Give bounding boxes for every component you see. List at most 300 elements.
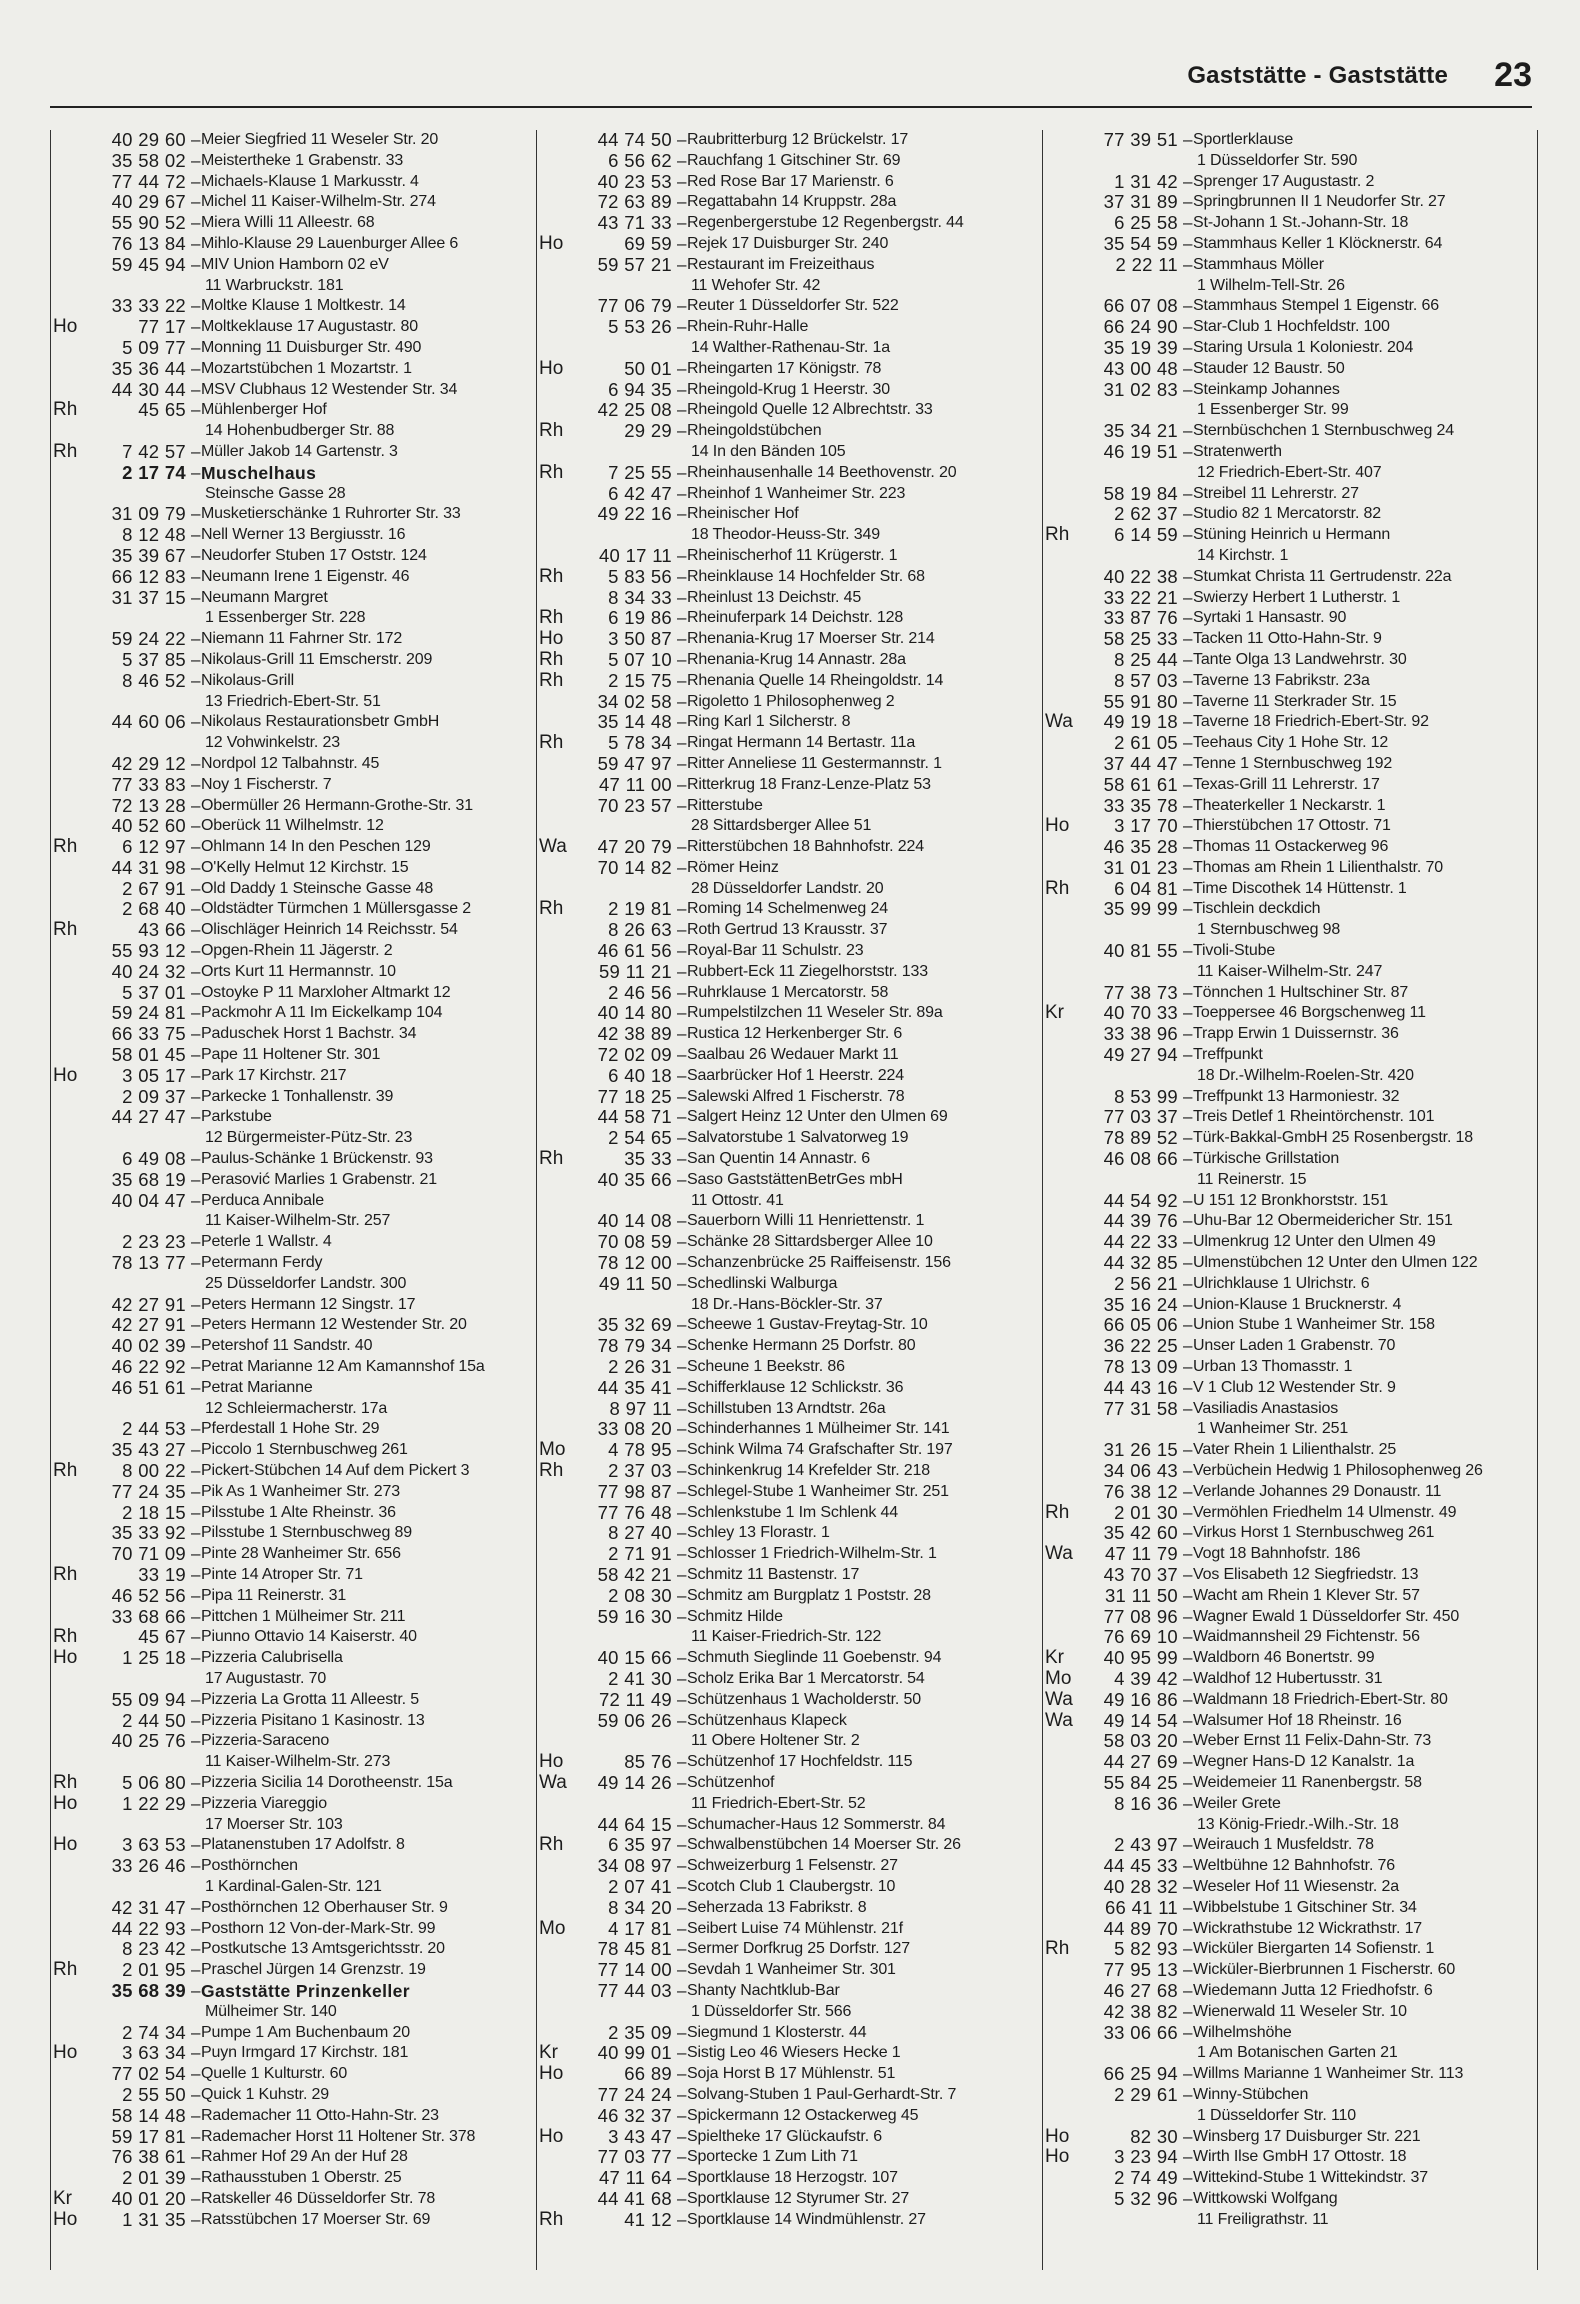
listing-entry [1043, 1024, 1513, 1045]
entry-dash: – [1183, 1003, 1193, 1023]
phone-number: 44 58 71 [597, 1106, 672, 1128]
phone-number: 6 94 35 [608, 378, 672, 400]
entry-dash: – [1183, 733, 1193, 753]
listing-entry [537, 1232, 1007, 1253]
listing-entry [537, 1087, 1007, 1108]
entry-dash: – [191, 1627, 201, 1647]
listing-entry [537, 2085, 1007, 2106]
entry-name: Rathausstuben 1 Oberstr. 25 [201, 2169, 402, 2187]
listing-entry [1043, 1440, 1513, 1461]
phone-number: 8 97 11 [609, 1397, 672, 1419]
listing-entry [1043, 837, 1513, 858]
entry-dash: – [677, 358, 687, 378]
entry-name: Waidmannsheil 29 Fichtenstr. 56 [1193, 1628, 1420, 1646]
phone-number: 1 31 42 [1114, 170, 1178, 192]
phone-number: 40 02 39 [111, 1335, 186, 1357]
district-code: Mo [1045, 1667, 1072, 1689]
entry-dash: – [1183, 1502, 1193, 1522]
entry-dash: – [191, 1024, 201, 1044]
phone-number: 78 79 34 [597, 1335, 672, 1357]
phone-number: 82 30 [1130, 2125, 1178, 2147]
entry-name: Vogt 18 Bahnhofstr. 186 [1193, 1545, 1361, 1563]
entry-name: Stauder 12 Baustr. 50 [1193, 359, 1345, 377]
entry-name: Monning 11 Duisburger Str. 490 [201, 338, 422, 356]
listing-entry [537, 692, 1007, 713]
entry-dash: – [677, 1648, 687, 1668]
district-code: Ho [53, 1647, 78, 1669]
entry-name: Rhein-Ruhr-Halle [687, 318, 809, 336]
listing-entry [51, 1960, 521, 1981]
phone-number: 40 15 66 [597, 1647, 672, 1669]
entry-name: Römer Heinz [687, 858, 779, 876]
entry-dash: – [1183, 483, 1193, 503]
district-code: Rh [539, 898, 564, 920]
entry-dash: – [1183, 441, 1193, 461]
entry-address: 14 Hohenbudberger Str. 88 [205, 422, 395, 440]
entry-name: Taverne 13 Fabrikstr. 23a [1193, 671, 1370, 689]
listing-entry [51, 754, 521, 775]
entry-name: Swierzy Herbert 1 Lutherstr. 1 [1193, 588, 1401, 606]
district-code: Ho [53, 1834, 78, 1856]
entry-dash: – [1183, 1253, 1193, 1273]
entry-name: Rheinischer Hof [687, 505, 799, 523]
phone-number: 46 35 28 [1103, 836, 1178, 858]
phone-number: 2 74 34 [122, 2021, 186, 2043]
entry-address: 11 Freiligrathstr. 11 [1197, 2210, 1329, 2228]
entry-name: Weiler Grete [1193, 1794, 1281, 1812]
entry-name: Salewski Alfred 1 Fischerstr. 78 [687, 1087, 905, 1105]
listing-entry [51, 1794, 521, 1815]
entry-address: 12 Friedrich-Ebert-Str. 407 [1197, 463, 1382, 481]
entry-name: Weidemeier 11 Ranenbergstr. 58 [1193, 1773, 1422, 1791]
entry-dash: – [677, 1107, 687, 1127]
phone-number: 49 11 50 [598, 1272, 672, 1294]
entry-name: San Quentin 14 Annastr. 6 [687, 1150, 871, 1168]
listing-entry [1043, 796, 1513, 817]
entry-dash: – [677, 1232, 687, 1252]
listing-entry [51, 1586, 521, 1607]
entry-dash: – [677, 857, 687, 877]
listing-column-1 [50, 130, 521, 2270]
phone-number: 2 07 41 [608, 1875, 672, 1897]
phone-number: 8 12 48 [122, 524, 186, 546]
entry-dash: – [191, 441, 201, 461]
entry-name: Pilsstube 1 Alte Rheinstr. 36 [201, 1503, 396, 1521]
entry-address: 1 Am Botanischen Garten 21 [1197, 2044, 1398, 2062]
district-code: Rh [539, 1834, 564, 1856]
listing-entry [51, 1607, 521, 1628]
listing-entry [1043, 380, 1513, 401]
district-code: Mo [539, 1439, 566, 1461]
listing-continuation [1043, 920, 1513, 941]
listing-entry [51, 1919, 521, 1940]
entry-dash: – [1183, 1523, 1193, 1543]
listing-continuation [1043, 2043, 1513, 2064]
district-code: Ho [539, 628, 564, 650]
phone-number: 33 68 66 [111, 1605, 186, 1627]
phone-number: 2 15 75 [608, 669, 672, 691]
listing-continuation [51, 1877, 521, 1898]
listing-continuation [537, 1627, 1007, 1648]
entry-dash: – [191, 1107, 201, 1127]
district-code: Ho [1045, 2146, 1070, 2168]
phone-number: 78 12 00 [597, 1252, 672, 1274]
listing-entry [537, 1752, 1007, 1773]
phone-number: 72 13 28 [111, 794, 186, 816]
phone-number: 44 89 70 [1103, 1917, 1178, 1939]
entry-name: Thierstübchen 17 Ottostr. 71 [1193, 817, 1391, 835]
listing-entry [1043, 1087, 1513, 1108]
entry-name: Stumkat Christa 11 Gertrudenstr. 22a [1193, 567, 1452, 585]
entry-dash: – [1183, 566, 1193, 586]
entry-address: 1 Düsseldorfer Str. 590 [1197, 151, 1358, 169]
district-code: Wa [1045, 1688, 1073, 1710]
listing-entry [1043, 692, 1513, 713]
entry-dash: – [191, 961, 201, 981]
listing-entry [537, 1045, 1007, 1066]
listing-entry [537, 1440, 1007, 1461]
entry-dash: – [1183, 1606, 1193, 1626]
listing-continuation [537, 2002, 1007, 2023]
listing-entry [51, 671, 521, 692]
entry-name: Schwalbenstübchen 14 Moerser Str. 26 [687, 1836, 961, 1854]
listing-entry [51, 1523, 521, 1544]
entry-dash: – [191, 1502, 201, 1522]
entry-name: Wienerwald 11 Weseler Str. 10 [1193, 2002, 1407, 2020]
listing-entry [537, 1898, 1007, 1919]
listing-entry [537, 504, 1007, 525]
district-code: Rh [539, 565, 564, 587]
entry-dash: – [191, 629, 201, 649]
entry-name: Pizzeria Pisitano 1 Kasinostr. 13 [201, 1711, 425, 1729]
entry-dash: – [1183, 857, 1193, 877]
entry-dash: – [677, 1980, 687, 2000]
phone-number: 35 19 39 [1103, 336, 1178, 358]
district-code: Ho [539, 232, 564, 254]
entry-name: Wegner Hans-D 12 Kanalstr. 1a [1193, 1753, 1415, 1771]
entry-name: Musketierschänke 1 Ruhrorter Str. 33 [201, 505, 461, 523]
entry-dash: – [1183, 1689, 1193, 1709]
entry-name: Schweizerburg 1 Felsenstr. 27 [687, 1857, 898, 1875]
entry-name: Scholz Erika Bar 1 Mercatorstr. 54 [687, 1669, 925, 1687]
listing-entry [537, 1024, 1007, 1045]
phone-number: 35 68 19 [111, 1168, 186, 1190]
district-code: Rh [539, 648, 564, 670]
entry-name: Müller Jakob 14 Gartenstr. 3 [201, 442, 398, 460]
entry-name: Tivoli-Stube [1193, 942, 1276, 960]
listing-continuation [1043, 2106, 1513, 2127]
entry-dash: – [677, 483, 687, 503]
phone-number: 6 25 58 [1114, 212, 1178, 234]
entry-dash: – [191, 1461, 201, 1480]
listing-entry [51, 1711, 521, 1732]
phone-number: 2 26 31 [608, 1356, 672, 1378]
entry-name: Parkecke 1 Tonhallenstr. 39 [201, 1087, 394, 1105]
entry-name: Ring Karl 1 Silcherstr. 8 [687, 713, 851, 731]
listing-entry [51, 816, 521, 837]
phone-number: 3 43 47 [608, 2125, 672, 2147]
listing-entry [1043, 1544, 1513, 1565]
district-code: Mo [539, 1917, 566, 1939]
district-code: Rh [53, 1563, 78, 1585]
entry-dash: – [1183, 1897, 1193, 1917]
entry-dash: – [677, 982, 687, 1002]
phone-number: 35 16 24 [1103, 1293, 1178, 1315]
entry-dash: – [677, 1086, 687, 1106]
phone-number: 2 61 05 [1114, 732, 1178, 754]
phone-number: 3 17 70 [1114, 815, 1178, 837]
listing-entry [537, 1503, 1007, 1524]
entry-name: Wibbelstube 1 Gitschiner Str. 34 [1193, 1898, 1417, 1916]
entry-name: Taverne 11 Sterkrader Str. 15 [1193, 692, 1397, 710]
entry-name: Rheinuferpark 14 Deichstr. 128 [687, 609, 904, 627]
entry-name: Puyn Irmgard 17 Kirchstr. 181 [201, 2044, 409, 2062]
entry-dash: – [1183, 1149, 1193, 1169]
entry-address: 28 Düsseldorfer Landstr. 20 [691, 879, 884, 897]
phone-number: 42 38 82 [1103, 2000, 1178, 2022]
entry-dash: – [1183, 1710, 1193, 1730]
entry-name: Sprenger 17 Augustastr. 2 [1193, 172, 1375, 190]
entry-dash: – [191, 130, 201, 149]
listing-entry [1043, 1835, 1513, 1856]
entry-dash: – [191, 1585, 201, 1605]
entry-address: 12 Bürgermeister-Pütz-Str. 23 [205, 1129, 413, 1147]
entry-name: Schmitz Hilde [687, 1607, 783, 1625]
district-code: Rh [539, 669, 564, 691]
entry-name: Schänke 28 Sittardsberger Allee 10 [687, 1233, 933, 1251]
listing-entry [1043, 816, 1513, 837]
listing-entry [1043, 1378, 1513, 1399]
phone-number: 49 14 26 [597, 1771, 672, 1793]
district-code: Ho [1045, 2125, 1070, 2147]
entry-name: St-Johann 1 St.-Johann-Str. 18 [1193, 214, 1409, 232]
district-code: Rh [1045, 1938, 1070, 1960]
entry-dash: – [191, 1232, 201, 1252]
entry-name: Roming 14 Schelmenweg 24 [687, 900, 888, 918]
entry-dash: – [191, 1939, 201, 1959]
entry-dash: – [1183, 2084, 1193, 2104]
listing-continuation [51, 608, 521, 629]
entry-dash: – [677, 1772, 687, 1792]
entry-dash: – [1183, 358, 1193, 378]
entry-dash: – [191, 400, 201, 420]
entry-dash: – [1183, 1440, 1193, 1460]
entry-dash: – [1183, 1315, 1193, 1335]
entry-name: Sternbüschchen 1 Sternbuschweg 24 [1193, 422, 1455, 440]
listing-entry [51, 2064, 521, 2085]
entry-dash: – [677, 130, 687, 149]
entry-dash: – [677, 213, 687, 233]
listing-entry [1043, 1315, 1513, 1336]
listing-entry [51, 1690, 521, 1711]
phone-number: 58 01 45 [111, 1044, 186, 1066]
district-code: Ho [1045, 815, 1070, 837]
listing-entry [1043, 234, 1513, 255]
listing-continuation [51, 1752, 521, 1773]
listing-entry [1043, 421, 1513, 442]
listing-entry [51, 463, 521, 484]
entry-dash: – [677, 1897, 687, 1917]
entry-name: Ritter Anneliese 11 Gestermannstr. 1 [687, 754, 942, 772]
listing-continuation [51, 421, 521, 442]
listing-entry [537, 775, 1007, 796]
phone-number: 44 32 85 [1103, 1252, 1178, 1274]
entry-name: Trapp Erwin 1 Duissernstr. 36 [1193, 1025, 1399, 1043]
entry-name: Nikolaus Restaurationsbetr GmbH [201, 713, 440, 731]
district-code: Rh [53, 1460, 78, 1481]
entry-dash: – [677, 1876, 687, 1896]
entry-dash: – [191, 1772, 201, 1792]
entry-dash: – [1183, 1918, 1193, 1938]
entry-name: Oberück 11 Wilhelmstr. 12 [201, 817, 384, 835]
listing-entry [51, 2168, 521, 2189]
phone-number: 2 29 61 [1114, 2083, 1178, 2105]
listing-entry [537, 1565, 1007, 1586]
entry-dash: – [677, 1253, 687, 1273]
entry-address: Steinsche Gasse 28 [205, 484, 346, 502]
listing-continuation [1043, 276, 1513, 297]
listing-entry [1043, 1232, 1513, 1253]
entry-dash: – [1183, 1668, 1193, 1688]
entry-address: 12 Schleiermacherstr. 17a [205, 1399, 388, 1417]
listing-entry [537, 1357, 1007, 1378]
entry-dash: – [677, 421, 687, 441]
listing-entry [51, 1315, 521, 1336]
entry-address: 11 Kaiser-Wilhelm-Str. 273 [205, 1753, 391, 1771]
phone-number: 59 57 21 [597, 253, 672, 275]
entry-dash: – [1183, 1752, 1193, 1772]
entry-name: Schützenhof 17 Hochfeldstr. 115 [687, 1753, 913, 1771]
phone-number: 2 01 39 [122, 2167, 186, 2189]
entry-dash: – [1183, 1232, 1193, 1252]
entry-name: Wicküler-Bierbrunnen 1 Fischerstr. 60 [1193, 1961, 1456, 1979]
entry-dash: – [191, 2064, 201, 2084]
entry-address: 1 Kardinal-Galen-Str. 121 [205, 1877, 382, 1895]
entry-name: Tante Olga 13 Landwehrstr. 30 [1193, 650, 1407, 668]
entry-dash: – [1183, 1357, 1193, 1377]
entry-dash: – [191, 753, 201, 773]
entry-name: Rheingold-Krug 1 Heerstr. 30 [687, 380, 891, 398]
listing-entry [51, 2127, 521, 2148]
entry-dash: – [191, 2022, 201, 2042]
phone-number: 77 08 96 [1103, 1605, 1178, 1627]
phone-number: 44 39 76 [1103, 1210, 1178, 1232]
phone-number: 44 54 92 [1103, 1189, 1178, 1211]
phone-number: 8 27 40 [608, 1522, 672, 1544]
phone-number: 36 22 25 [1103, 1335, 1178, 1357]
entry-name: Schley 13 Florastr. 1 [687, 1524, 830, 1542]
listing-entry [51, 962, 521, 983]
entry-dash: – [1183, 1876, 1193, 1896]
district-code: Rh [53, 1959, 78, 1981]
listing-entry [51, 1357, 521, 1378]
entry-dash: – [191, 587, 201, 607]
entry-dash: – [1183, 899, 1193, 919]
listing-entry [1043, 1399, 1513, 1420]
entry-dash: – [1183, 317, 1193, 337]
listing-continuation [1043, 1066, 1513, 1087]
phone-number: 78 13 09 [1103, 1356, 1178, 1378]
entry-dash: – [1183, 1398, 1193, 1418]
listing-entry [51, 1191, 521, 1212]
entry-dash: – [1183, 525, 1193, 545]
listing-entry [51, 1419, 521, 1440]
entry-dash: – [1183, 1544, 1193, 1564]
listing-entry [537, 1336, 1007, 1357]
entry-dash: – [191, 2168, 201, 2188]
listing-entry [1043, 1752, 1513, 1773]
entry-name: Waldmann 18 Friedrich-Ebert-Str. 80 [1193, 1690, 1448, 1708]
entry-dash: – [1183, 691, 1193, 711]
entry-name: Schlegel-Stube 1 Wanheimer Str. 251 [687, 1482, 949, 1500]
listing-entry [51, 546, 521, 567]
entry-name: Meistertheke 1 Grabenstr. 33 [201, 151, 404, 169]
entry-name: Peterle 1 Wallstr. 4 [201, 1233, 332, 1251]
entry-name: Vater Rhein 1 Lilienthalstr. 25 [1193, 1441, 1397, 1459]
listing-entry [51, 1066, 521, 1087]
entry-name: Schifferklause 12 Schlickstr. 36 [687, 1378, 904, 1396]
phone-number: 44 35 41 [597, 1376, 672, 1398]
entry-dash: – [677, 649, 687, 669]
phone-number: 47 11 00 [598, 773, 672, 795]
entry-name: Union-Klause 1 Brucknerstr. 4 [1193, 1295, 1402, 1313]
listing-entry [51, 525, 521, 546]
entry-address: 11 Kaiser-Friedrich-Str. 122 [691, 1628, 882, 1646]
entry-dash: – [1183, 337, 1193, 357]
listing-entry [1043, 255, 1513, 276]
entry-name: Parkstube [201, 1108, 272, 1126]
district-code: Kr [1045, 1002, 1064, 1024]
entry-name: Studio 82 1 Mercatorstr. 82 [1193, 505, 1382, 523]
entry-dash: – [1183, 1045, 1193, 1065]
entry-name: Neumann Margret [201, 588, 328, 606]
listing-entry [1043, 1794, 1513, 1815]
entry-dash: – [1183, 1377, 1193, 1397]
entry-dash: – [191, 837, 201, 857]
listing-entry [537, 962, 1007, 983]
listing-entry [1043, 1856, 1513, 1877]
listing-entry [1043, 1503, 1513, 1524]
phone-number: 5 82 93 [1114, 1938, 1178, 1960]
phone-number: 8 53 99 [1114, 1085, 1178, 1107]
listing-entry [537, 1066, 1007, 1087]
listing-entry [51, 504, 521, 525]
entry-name: Olischläger Heinrich 14 Reichsstr. 54 [201, 921, 458, 939]
entry-address: 13 König-Friedr.-Wilh.-Str. 18 [1197, 1815, 1399, 1833]
entry-dash: – [677, 1585, 687, 1605]
phone-number: 70 71 09 [111, 1543, 186, 1565]
listing-entry [1043, 2189, 1513, 2210]
entry-dash: – [677, 837, 687, 857]
entry-name: Rhenania Quelle 14 Rheingoldstr. 14 [687, 671, 944, 689]
phone-number: 31 02 83 [1103, 378, 1178, 400]
entry-name: Ostoyke P 11 Marxloher Altmarkt 12 [201, 983, 451, 1001]
entry-name: Treffpunkt 13 Harmoniestr. 32 [1193, 1087, 1400, 1105]
entry-name: Treis Detlef 1 Rheintörchenstr. 101 [1193, 1108, 1435, 1126]
entry-name: Praschel Jürgen 14 Grenzstr. 19 [201, 1961, 426, 1979]
entry-name: Raubritterburg 12 Brückelstr. 17 [687, 131, 909, 148]
entry-dash: – [677, 1024, 687, 1044]
listing-entry [537, 712, 1007, 733]
entry-name: Weber Ernst 11 Felix-Dahn-Str. 73 [1193, 1732, 1432, 1750]
phone-number: 6 40 18 [608, 1064, 672, 1086]
entry-name: Mihlo-Klause 29 Lauenburger Allee 6 [201, 234, 459, 252]
listing-continuation [51, 692, 521, 713]
entry-dash: – [191, 982, 201, 1002]
entry-name: Old Daddy 1 Steinsche Gasse 48 [201, 879, 434, 897]
listing-entry [1043, 2064, 1513, 2085]
entry-dash: – [1183, 171, 1193, 191]
